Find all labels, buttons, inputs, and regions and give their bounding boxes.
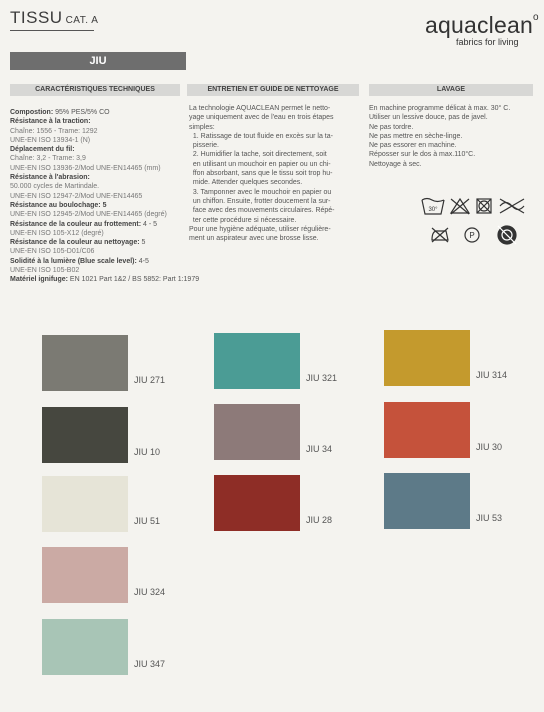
swatch-label: JIU 34 [306, 444, 333, 454]
swatch-label: JIU 324 [134, 587, 166, 597]
wash-line: En machine programme délicat à max. 30° C. [369, 105, 511, 112]
swatch-label: JIU 321 [306, 373, 338, 383]
swatch-label: JIU 53 [476, 513, 503, 523]
no-iron-icon [432, 228, 448, 242]
swatch-label: JIU 30 [476, 442, 503, 452]
category-label: CAT. A [65, 15, 99, 26]
wash-icons [420, 196, 530, 248]
wash-section-title: LAVAGE [369, 84, 533, 96]
wash-30-icon [422, 199, 444, 215]
wash-line: Réposser sur le dos à max.110°C. [369, 151, 476, 159]
fabric-swatch [214, 404, 300, 460]
fabric-name-bar: JIU [10, 52, 186, 70]
care-line: 3. Tamponner avec le mouchoir en papier ou [189, 188, 332, 196]
brand-tagline: fabrics for living [456, 37, 519, 47]
fabric-swatch [214, 333, 300, 389]
care-line: ment un aspirateur avec une brosse lisse. [189, 235, 319, 243]
wash-line: Ne pas mettre en sèche-linge. [369, 132, 463, 140]
swatch-label: JIU 314 [476, 370, 508, 380]
care-line: yage uniquement avec de l'eau en trois étapes [189, 114, 334, 122]
wash-line: Ne pas tordre. [369, 123, 414, 131]
care-line: simples: [189, 123, 215, 131]
care-line: en utilisant un mouchoir en papier ou un chi- [189, 160, 331, 168]
swatch-label: JIU 51 [134, 516, 161, 526]
no-tumble-dry-icon [477, 199, 491, 213]
wash-line: Utiliser un lessive douce, pas de javel. [369, 114, 488, 122]
no-wring-icon [500, 199, 524, 213]
wash-instructions [369, 104, 539, 169]
care-line: mide. Attender quelques secondes. [189, 179, 303, 187]
care-line: Pour une hygiène adéquate, utiliser régulière- [189, 225, 331, 233]
svg-text:P: P [469, 231, 475, 240]
care-line: 1. Ratissage de tout fluide en excès sur la ta- [189, 132, 333, 140]
dry-clean-p-icon [465, 228, 479, 242]
no-machine-spin-icon [498, 226, 516, 244]
care-line: pisserie. [189, 142, 219, 150]
swatch-label: JIU 347 [134, 659, 166, 669]
swatch-label: JIU 28 [306, 515, 333, 525]
care-line: un chiffon. Ensuite, frotter doucement la sur- [189, 197, 331, 205]
care-line: face avec des mouvements circulaires. Répé- [189, 207, 335, 215]
tech-section-title: CARACTÉRISTIQUES TECHNIQUES [10, 84, 180, 96]
wash-line: Nettoyage à sec. [369, 160, 422, 168]
fabric-swatch [384, 473, 470, 529]
care-section-title: ENTRETIEN ET GUIDE DE NETTOYAGE [187, 84, 359, 96]
fabric-swatch [42, 619, 128, 675]
fabric-swatch [42, 547, 128, 603]
brand-logo: aquaclean$^o$ [425, 12, 539, 38]
care-line: 2. Humidifier la tache, soit directement, soit [189, 151, 327, 159]
svg-text:30°: 30° [428, 207, 438, 213]
fabric-swatch [42, 476, 128, 532]
fabric-swatch [214, 475, 300, 531]
tech-specs: Compostion: 95% PES/5% CO Résistance à la traction: Chaîne: 1556 - Trame: 1292 UNE-EN ISO 13934-1 (N) Déplacement du fil: Chaîne: 3,2 - Trame: 3,9 UNE-EN ISO 13936-2/Mod UNE-EN14465 (mm) Résistance à l'abrasion: 50.000 cycles de Martindale. UNE-EN ISO 12947-2/Mod UNE-EN14465 Résistance au boulochage: 5 UNE-EN ISO 12945-2/Mod UNE-EN14465 (degré) Résistance de la couleur au frottement: 4 - 5 UNE-EN ISO 105-X12 (degré) Résistance de la couleur au nettoyage: 5 UNE-EN ISO 105-D01/C06 Solidité à la lumière (Blue scale level): 4-5 UNE-EN ISO 105-B02 Matériel ignifuge: EN 1021 Part 1&2 / BS 5852: Part 1:1979 [10, 109, 200, 284]
care-line: ffon absorbant, sans que le tissu soit trop hu- [189, 170, 333, 178]
wash-line: Ne pas essorer en machine. [369, 142, 457, 150]
fabric-swatch [42, 407, 128, 463]
swatch-label: JIU 10 [134, 447, 161, 457]
title-underline [10, 30, 94, 31]
swatch-label: JIU 271 [134, 375, 166, 385]
fabric-swatch [384, 402, 470, 458]
tissu-title: TISSU CAT. A [10, 8, 99, 27]
no-bleach-icon [451, 199, 469, 214]
care-guide [189, 104, 361, 243]
fabric-swatch [384, 330, 470, 386]
fabric-swatch [42, 335, 128, 391]
care-line: ter cette procédure si nécessaire. [189, 216, 297, 224]
care-line: La technologie AQUACLEAN permet le netto- [189, 105, 331, 112]
